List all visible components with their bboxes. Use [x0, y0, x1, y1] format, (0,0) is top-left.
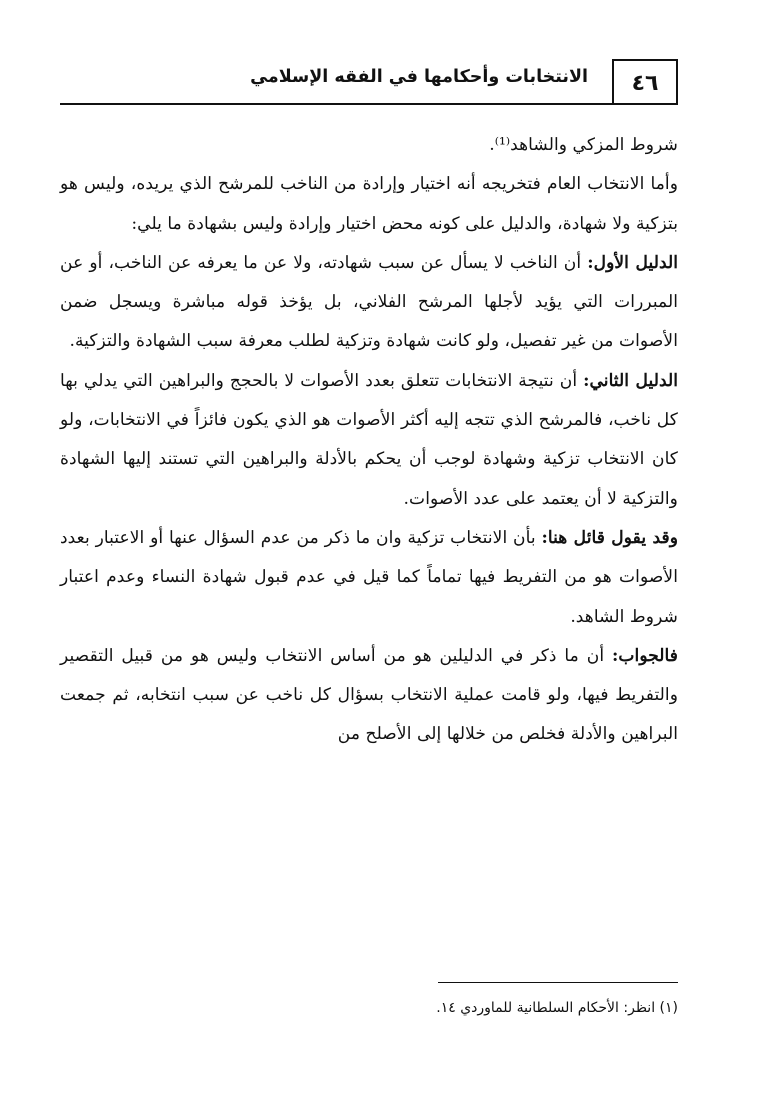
footnote-rule: [438, 982, 678, 983]
paragraph-lead: الدليل الأول:: [587, 252, 678, 273]
paragraph: [60, 637, 678, 755]
footnote: (١) انظر: الأحكام السلطانية للماوردي ١٤.: [436, 1000, 678, 1016]
paragraph-text: شروط المزكي والشاهد⁽¹⁾.: [489, 135, 678, 155]
paragraph-lead: الدليل الثاني:: [583, 370, 678, 391]
paragraph: [60, 126, 678, 165]
paragraph-text: وأما الانتخاب العام فتخريجه أنه اختيار وإرادة من الناخب للمرشح الذي يريده، وليس هو بتزكية ولا شهادة، والدليل على كونه محض اختيار وإرادة وليس بشهادة ما يلي:: [60, 174, 678, 234]
header-rule: [60, 103, 678, 105]
paragraph: [60, 165, 678, 244]
page-number: ٤٦: [612, 59, 678, 105]
body-text: [60, 126, 678, 755]
paragraph-lead: وقد يقول قائل هنا:: [541, 527, 678, 548]
page-header: [60, 59, 678, 105]
paragraph-lead: فالجواب:: [612, 645, 678, 666]
paragraph-text: بأن الانتخاب تزكية وان ما ذكر من عدم السؤال عنها أو الاعتبار بعدد الأصوات هو من التفريط فيها تماماً كما قيل في عدم قبول شهادة النساء وعدم اعتبار شروط الشاهد.: [60, 527, 678, 627]
paragraph: [60, 362, 678, 519]
paragraph-text: أن نتيجة الانتخابات تتعلق بعدد الأصوات لا بالحجج والبراهين التي يدلي بها كل ناخب، فالمرشح الذي تتجه إليه أكثر الأصوات هو الذي يكون فائزاً في الانتخابات، ولو كان الانتخاب تزكية وشهادة لوجب أن يحكم بالأدلة والبراهين التي تستند إليها الشهادة والتزكية لا أن يعتمد على عدد الأصوات.: [60, 370, 678, 509]
running-title: الانتخابات وأحكامها في الفقه الإسلامي: [250, 67, 588, 87]
paragraph: [60, 244, 678, 362]
paragraph-text: أن ما ذكر في الدليلين هو من أساس الانتخاب وليس هو من قبيل التقصير والتفريط فيها، ولو قامت عملية الانتخاب بسؤال كل ناخب عن سبب انتخابه، ثم جمعت البراهين والأدلة فخلص من خلالها إلى الأصلح من: [60, 645, 678, 745]
paragraph-text: أن الناخب لا يسأل عن سبب شهادته، ولا عن ما يعرفه عن الناخب، أو عن المبررات التي يؤيد لأجلها المرشح الفلاني، بل يؤخذ قوله مباشرة ويسجل ضمن الأصوات من غير تفصيل، ولو كانت شهادة وتزكية لطلب معرفة سبب الشهادة والتزكية.: [60, 252, 678, 352]
paragraph: [60, 519, 678, 637]
